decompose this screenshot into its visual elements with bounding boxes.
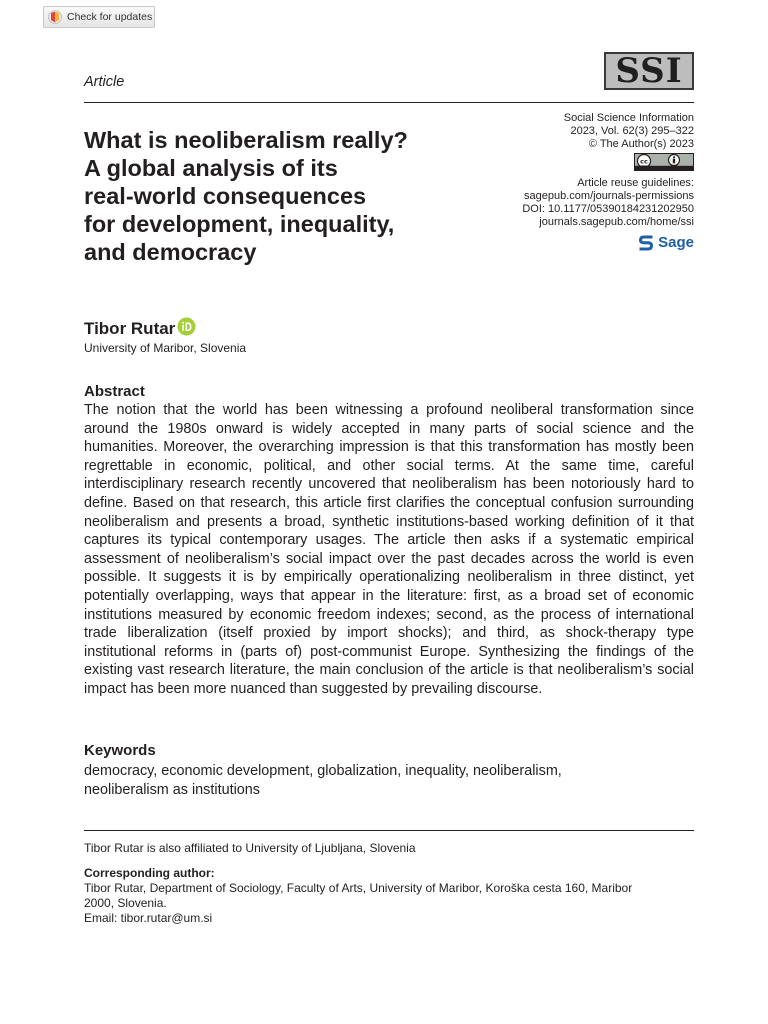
article-title <box>84 126 504 266</box>
check-for-updates-label: Check for updates <box>67 11 153 23</box>
corresponding-address-line: Tibor Rutar, Department of Sociology, Faculty of Arts, University of Maribor, Koroška cesta 160, Maribor <box>84 881 633 895</box>
check-for-updates-button[interactable] <box>43 6 155 28</box>
svg-text:cc: cc <box>640 157 648 166</box>
doi[interactable]: DOI: 10.1177/05390184231202950 <box>522 203 694 216</box>
article-type: Article <box>84 74 125 90</box>
journal-link[interactable]: journals.sagepub.com/home/ssi <box>539 216 694 229</box>
keywords-line: democracy, economic development, globalization, inequality, neoliberalism, <box>84 763 562 779</box>
abstract-text: The notion that the world has been witnessing a profound neoliberal transformation since around the 1980s onward is widely accepted in many parts of social science and the humanities. Moreover, the overarching impression is that this transformation has mostly been regrettable in economic, political, and other social terms. At the same time, careful interdisciplinary research recently uncovered that neoliberalism has been notoriously hard to define. Based on that research, this article first clarifies the conceptual confusion surrounding neoliberalism and presents a broad, synthetic institutions-based working definition of it that captures its typical contemporary usages. The article then asks if a systematic empirical assessment of neoliberalism’s social impact over the past decades across the world is even possible. It suggests it is by empirically operationalizing neoliberalism in three distinct, yet potentially overlapping, ways that appear in the literature: first, as a broad set of economic institutions measured by economic freedom indexes; second, as the process of international trade liberalization (itself proxied by import shocks); and third, as shock-therapy type institutional reforms in (parts of) post-communist Europe. Synthesizing the findings of the existing vast research literature, the main conclusion of the article is that neoliberalism’s social impact has been more nuanced than suggested by prevailing discourse. <box>84 402 694 697</box>
keywords-heading: Keywords <box>84 742 156 759</box>
corresponding-author-details <box>84 881 694 927</box>
author-name[interactable]: Tibor Rutar <box>84 319 176 338</box>
corresponding-author-heading: Corresponding author: <box>84 866 215 880</box>
title-line: real-world consequences <box>84 183 367 209</box>
journal-logo-text: SSI <box>615 51 683 91</box>
volume-line: 2023, Vol. 62(3) 295–322 <box>570 125 694 138</box>
author <box>84 319 196 339</box>
corresponding-email[interactable]: Email: tibor.rutar@um.si <box>84 911 213 926</box>
keywords-list <box>84 762 684 799</box>
orcid-icon[interactable] <box>177 317 196 336</box>
sage-s-icon <box>639 235 653 251</box>
title-line: A global analysis of its <box>84 155 338 181</box>
corresponding-address-line: 2000, Slovenia. <box>84 896 167 911</box>
crossmark-icon <box>48 10 62 24</box>
journal-name: Social Science Information <box>563 112 694 124</box>
journal-logo <box>604 52 694 90</box>
affiliation-footnote: Tibor Rutar is also affiliated to University of Ljubljana, Slovenia <box>84 841 416 855</box>
sage-logo-text: Sage <box>658 234 694 252</box>
permissions-link[interactable]: sagepub.com/journals-permissions <box>524 190 694 203</box>
copyright: © The Author(s) 2023 <box>588 138 694 151</box>
title-line: What is neoliberalism really? <box>84 127 408 153</box>
author-affiliation: University of Maribor, Slovenia <box>84 341 247 355</box>
creative-commons-icon <box>634 153 694 171</box>
header-rule <box>84 102 694 103</box>
reuse-guidelines: Article reuse guidelines: <box>577 176 694 189</box>
footnote-rule <box>84 830 694 831</box>
title-line: and democracy <box>84 239 257 265</box>
abstract-heading: Abstract <box>84 383 145 400</box>
title-line: for development, inequality, <box>84 211 395 237</box>
keywords-line: neoliberalism as institutions <box>84 781 260 798</box>
